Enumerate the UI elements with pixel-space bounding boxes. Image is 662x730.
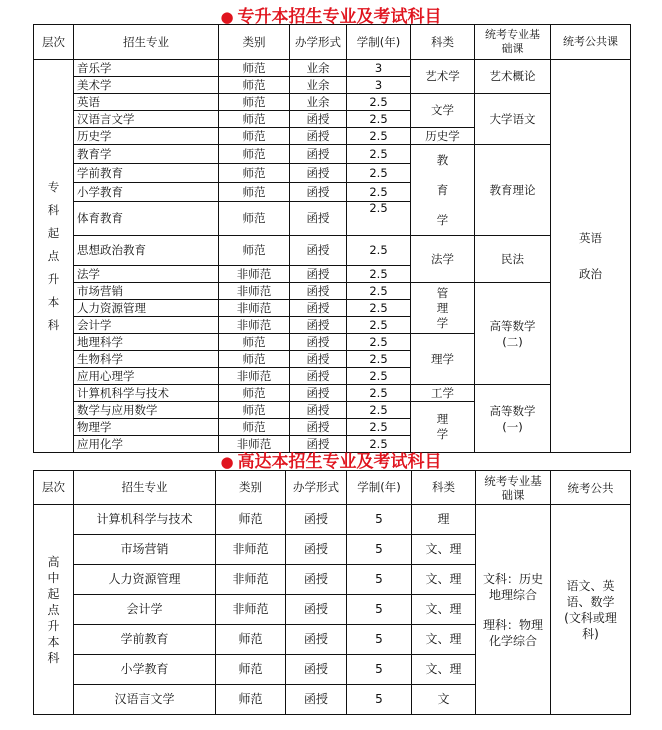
cell-line: 起	[47, 586, 60, 601]
basic-course-cell: 民法	[475, 236, 551, 283]
form-cell: 函授	[290, 368, 347, 385]
years-cell: 2.5	[347, 385, 411, 402]
high-school-program-table	[33, 470, 631, 715]
years-cell: 5	[347, 565, 412, 595]
category-cell: 历史学	[411, 128, 475, 145]
years-cell: 5	[347, 505, 412, 535]
years-cell: 2.5	[347, 128, 411, 145]
years-cell: 3	[347, 60, 411, 77]
form-cell: 函授	[290, 351, 347, 368]
years-cell: 2.5	[347, 419, 411, 436]
cell-line: (文科或理	[564, 610, 617, 625]
major-cell: 市场营销	[74, 535, 216, 565]
category-cell: 理	[412, 505, 476, 535]
cell-line: 本	[47, 294, 60, 309]
cell-line: 化学综合	[488, 633, 537, 648]
cell-line: 政治	[579, 267, 602, 281]
basic-course-cell	[475, 385, 551, 453]
cell-line: 点	[47, 248, 60, 263]
column-header: 科类	[412, 471, 476, 505]
years-cell: 2.5	[347, 351, 411, 368]
years-cell: 2.5	[347, 236, 411, 266]
table-row	[34, 236, 631, 266]
cell-line: 理	[436, 300, 449, 315]
category-cell: 文、理	[412, 595, 476, 625]
type-cell: 师范	[219, 60, 290, 77]
type-cell: 师范	[216, 685, 286, 715]
cell-line: 本	[47, 634, 60, 649]
cell-line: 学	[436, 213, 449, 227]
cell-line: 管	[436, 285, 449, 300]
form-cell: 函授	[286, 505, 347, 535]
public-course-cell	[551, 60, 631, 453]
cell-line: 科	[47, 317, 60, 332]
type-cell: 师范	[219, 77, 290, 94]
column-header: 科类	[411, 25, 475, 60]
type-cell: 非师范	[216, 595, 286, 625]
bullet-icon: ●	[220, 453, 234, 471]
years-cell: 2.5	[347, 111, 411, 128]
years-cell: 2.5	[347, 436, 411, 453]
cell-line: 地理综合	[488, 587, 537, 602]
major-cell: 音乐学	[74, 60, 219, 77]
form-cell: 业余	[290, 60, 347, 77]
years-cell: 2.5	[347, 202, 411, 236]
cell-line: 科)	[582, 626, 599, 641]
major-cell: 英语	[74, 94, 219, 111]
category-cell: 文、理	[412, 655, 476, 685]
table-header-row	[34, 471, 631, 505]
major-cell: 计算机科学与技术	[74, 505, 216, 535]
major-cell: 生物科学	[74, 351, 219, 368]
column-header: 层次	[34, 25, 74, 60]
category-cell: 工学	[411, 385, 475, 402]
major-cell: 汉语言文学	[74, 685, 216, 715]
major-cell: 人力资源管理	[74, 300, 219, 317]
major-cell: 地理科学	[74, 334, 219, 351]
years-cell: 3	[347, 77, 411, 94]
basic-course-cell	[475, 283, 551, 385]
upgrade-program-table	[33, 24, 631, 453]
category-cell: 文、理	[412, 565, 476, 595]
form-cell: 函授	[290, 419, 347, 436]
years-cell: 2.5	[347, 145, 411, 164]
category-cell	[411, 145, 475, 236]
years-cell: 5	[347, 535, 412, 565]
major-cell: 人力资源管理	[74, 565, 216, 595]
major-cell: 教育学	[74, 145, 219, 164]
years-cell: 2.5	[347, 266, 411, 283]
column-header: 层次	[34, 471, 74, 505]
column-header: 招生专业	[74, 471, 216, 505]
type-cell: 师范	[219, 183, 290, 202]
category-cell	[411, 402, 475, 453]
column-header: 统考公共	[551, 471, 631, 505]
type-cell: 非师范	[219, 436, 290, 453]
table-row	[34, 94, 631, 111]
years-cell: 5	[347, 595, 412, 625]
form-cell: 函授	[290, 128, 347, 145]
cell-line: 理	[436, 412, 449, 426]
section-title-2: ● 高达本招生专业及考试科目	[220, 452, 442, 472]
major-cell: 学前教育	[74, 625, 216, 655]
column-header: 办学形式	[286, 471, 347, 505]
form-cell: 函授	[286, 535, 347, 565]
form-cell: 函授	[290, 300, 347, 317]
category-cell: 文、理	[412, 535, 476, 565]
type-cell: 师范	[219, 351, 290, 368]
major-cell: 应用化学	[74, 436, 219, 453]
category-cell: 文学	[411, 94, 475, 128]
major-cell: 计算机科学与技术	[74, 385, 219, 402]
cell-line: 文科：历史	[482, 571, 543, 586]
cell-line: 理科：物理	[482, 617, 543, 632]
form-cell: 函授	[290, 164, 347, 183]
major-cell: 数学与应用数学	[74, 402, 219, 419]
major-cell: 小学教育	[74, 655, 216, 685]
column-header: 招生专业	[74, 25, 219, 60]
years-cell: 2.5	[347, 317, 411, 334]
cell-line: 中	[47, 570, 60, 585]
type-cell: 师范	[219, 419, 290, 436]
category-cell: 法学	[411, 236, 475, 283]
level-cell	[34, 505, 74, 715]
cell-line: 育	[436, 183, 449, 197]
category-cell: 文、理	[412, 625, 476, 655]
cell-line: 学	[436, 315, 449, 330]
type-cell: 师范	[216, 505, 286, 535]
type-cell: 非师范	[219, 317, 290, 334]
type-cell: 非师范	[216, 565, 286, 595]
form-cell: 函授	[290, 334, 347, 351]
cell-line: 科	[47, 650, 60, 665]
major-cell: 应用心理学	[74, 368, 219, 385]
form-cell: 函授	[286, 625, 347, 655]
category-cell: 艺术学	[411, 60, 475, 94]
column-header: 学制(年)	[347, 25, 411, 60]
type-cell: 非师范	[219, 266, 290, 283]
type-cell: 非师范	[219, 368, 290, 385]
form-cell: 函授	[286, 655, 347, 685]
type-cell: 师范	[219, 202, 290, 236]
cell-line: 语、数学	[566, 594, 615, 609]
column-header: 统考专业基础课	[476, 471, 551, 505]
cell-line: 高等数学	[489, 403, 536, 418]
major-cell: 市场营销	[74, 283, 219, 300]
cell-line: 教	[436, 153, 449, 167]
column-header: 学制(年)	[347, 471, 412, 505]
basic-course-cell: 大学语文	[475, 94, 551, 145]
table-row	[34, 505, 631, 535]
form-cell: 函授	[290, 402, 347, 419]
major-cell: 学前教育	[74, 164, 219, 183]
basic-course-cell: 教育理论	[475, 145, 551, 236]
section-title-1: ● 专升本招生专业及考试科目	[220, 7, 442, 27]
cell-line: 英语	[579, 231, 602, 245]
cell-line: 高等数学	[489, 318, 536, 333]
cell-line: 高	[47, 554, 60, 569]
major-cell: 思想政治教育	[74, 236, 219, 266]
years-cell: 2.5	[347, 300, 411, 317]
years-cell: 2.5	[347, 94, 411, 111]
form-cell: 函授	[290, 183, 347, 202]
column-header: 统考公共课	[551, 25, 631, 60]
type-cell: 师范	[219, 385, 290, 402]
table-header-row	[34, 25, 631, 60]
table-row	[34, 385, 631, 402]
years-cell: 2.5	[347, 402, 411, 419]
major-cell: 体育教育	[74, 202, 219, 236]
type-cell: 非师范	[219, 283, 290, 300]
type-cell: 师范	[216, 655, 286, 685]
form-cell: 函授	[286, 565, 347, 595]
cell-line: 学	[436, 427, 449, 441]
form-cell: 函授	[290, 111, 347, 128]
years-cell: 2.5	[347, 183, 411, 202]
years-cell: 2.5	[347, 334, 411, 351]
basic-course-cell	[476, 505, 551, 715]
cell-line: 升	[47, 271, 60, 286]
type-cell: 非师范	[219, 300, 290, 317]
form-cell: 函授	[286, 595, 347, 625]
major-cell: 会计学	[74, 595, 216, 625]
public-course-cell	[551, 505, 631, 715]
category-cell	[411, 283, 475, 334]
cell-line: (二)	[502, 334, 523, 349]
years-cell: 5	[347, 655, 412, 685]
bullet-icon: ●	[220, 8, 234, 26]
column-header: 办学形式	[290, 25, 347, 60]
form-cell: 函授	[290, 236, 347, 266]
form-cell: 函授	[290, 145, 347, 164]
category-cell: 文	[412, 685, 476, 715]
column-header: 统考专业基础课	[475, 25, 551, 60]
form-cell: 函授	[290, 436, 347, 453]
major-cell: 美术学	[74, 77, 219, 94]
type-cell: 师范	[219, 111, 290, 128]
table-row	[34, 283, 631, 300]
form-cell: 函授	[290, 283, 347, 300]
column-header: 类别	[219, 25, 290, 60]
type-cell: 师范	[219, 402, 290, 419]
years-cell: 2.5	[347, 164, 411, 183]
years-cell: 5	[347, 685, 412, 715]
form-cell: 业余	[290, 94, 347, 111]
cell-line: 专	[47, 179, 60, 194]
major-cell: 历史学	[74, 128, 219, 145]
cell-line: 点	[47, 602, 60, 617]
type-cell: 师范	[219, 145, 290, 164]
type-cell: 师范	[219, 236, 290, 266]
form-cell: 函授	[290, 202, 347, 236]
years-cell: 2.5	[347, 368, 411, 385]
type-cell: 师范	[216, 625, 286, 655]
cell-line: 语文、英	[566, 578, 615, 593]
major-cell: 小学教育	[74, 183, 219, 202]
major-cell: 物理学	[74, 419, 219, 436]
years-cell: 2.5	[347, 283, 411, 300]
cell-line: 科	[47, 202, 60, 217]
category-cell: 理学	[411, 334, 475, 385]
form-cell: 函授	[290, 266, 347, 283]
type-cell: 非师范	[216, 535, 286, 565]
table-row	[34, 60, 631, 77]
basic-course-cell: 艺术概论	[475, 60, 551, 94]
type-cell: 师范	[219, 128, 290, 145]
cell-line: 升	[47, 618, 60, 633]
level-cell	[34, 60, 74, 453]
form-cell: 业余	[290, 77, 347, 94]
years-cell: 5	[347, 625, 412, 655]
form-cell: 函授	[290, 317, 347, 334]
major-cell: 汉语言文学	[74, 111, 219, 128]
type-cell: 师范	[219, 94, 290, 111]
cell-line: (一)	[502, 419, 523, 434]
major-cell: 会计学	[74, 317, 219, 334]
cell-line: 起	[47, 225, 60, 240]
column-header: 类别	[216, 471, 286, 505]
table-row	[34, 145, 631, 164]
major-cell: 法学	[74, 266, 219, 283]
type-cell: 师范	[219, 334, 290, 351]
form-cell: 函授	[286, 685, 347, 715]
type-cell: 师范	[219, 164, 290, 183]
form-cell: 函授	[290, 385, 347, 402]
